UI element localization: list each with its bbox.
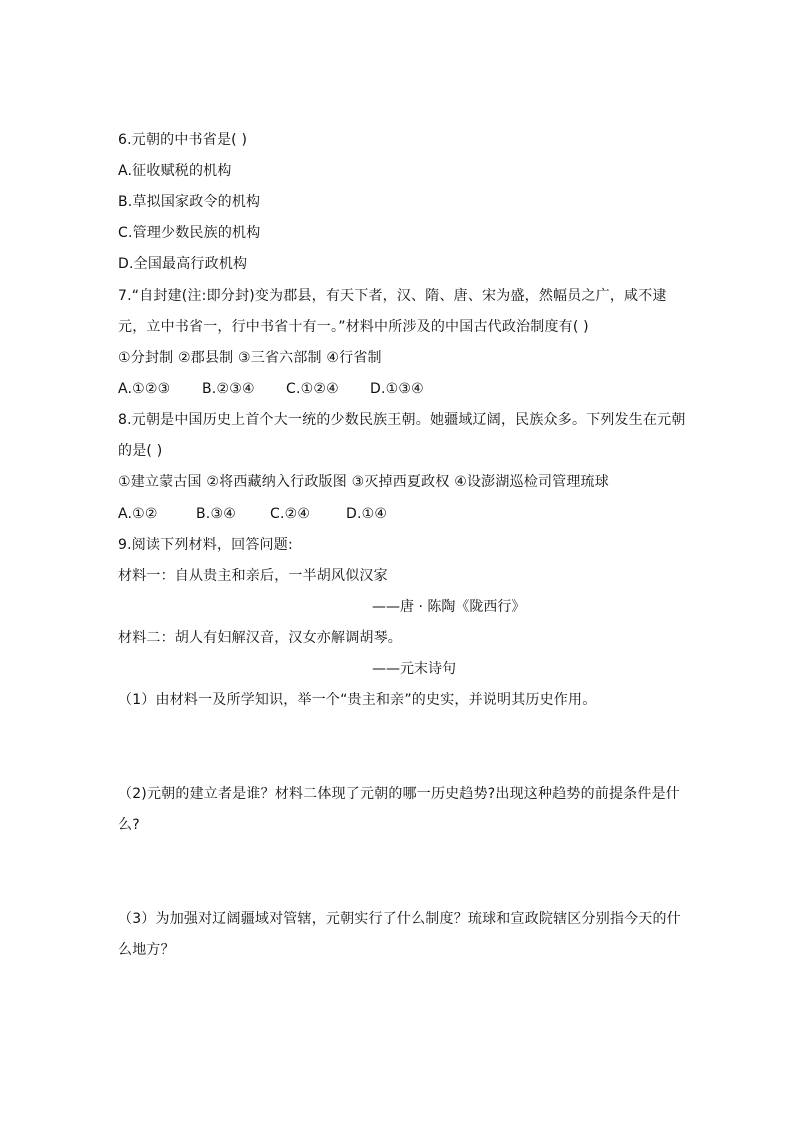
q9-source1: ——唐 · 陈陶《陇西行》 <box>372 599 526 615</box>
q9-sub3-line1: （3）为加强对辽阔疆域对管辖，元朝实行了什么制度？琉球和宣政院辖区分别指今天的什 <box>118 911 681 927</box>
q7-option-a: A.①②③ <box>118 381 171 397</box>
q6-option-d: D.全国最高行政机构 <box>118 256 248 272</box>
q8-stem-line1: 8.元朝是中国历史上首个大一统的少数民族王朝。她疆域辽阔，民族众多。下列发生在元朝 <box>118 412 686 428</box>
q8-stem-line2: 的是( ) <box>118 443 163 459</box>
q8-option-d: D.①④ <box>346 506 388 522</box>
q6-option-a: A.征收赋税的机构 <box>118 163 232 179</box>
q9-source2: ——元末诗句 <box>372 661 456 677</box>
q9-sub2-line1: （2)元朝的建立者是谁？材料二体现了元朝的哪一历史趋势?出现这种趋势的前提条件是什 <box>118 786 680 802</box>
q8-option-c: C.②④ <box>270 506 311 522</box>
q7-option-b: B.②③④ <box>202 381 255 397</box>
q6-stem: 6.元朝的中书省是( ) <box>118 132 248 148</box>
q9-material2: 材料二：胡人有妇解汉音，汉女亦解调胡琴。 <box>118 630 402 646</box>
q8-items: ①建立蒙古国 ②将西藏纳入行政版图 ③灭掉西夏政权 ④设澎湖巡检司管理琉球 <box>118 474 609 490</box>
q7-options <box>118 379 424 399</box>
q9-sub2-line2: 么? <box>118 817 140 833</box>
q8-option-a: A.①② <box>118 506 158 522</box>
q7-stem-line2: 元，立中书省一，行中书省十有一。”材料中所涉及的中国古代政治制度有( ) <box>118 319 589 335</box>
q9-sub3-line2: 么地方？ <box>118 942 175 958</box>
q7-option-c: C.①②④ <box>286 381 339 397</box>
q6-option-c: C.管理少数民族的机构 <box>118 225 261 241</box>
q7-items: ①分封制 ②郡县制 ③三省六部制 ④行省制 <box>118 350 382 366</box>
q9-stem: 9.阅读下列材料，回答问题: <box>118 537 293 553</box>
q9-material1: 材料一：自从贵主和亲后，一半胡风似汉家 <box>118 568 388 584</box>
q9-sub1: （1）由材料一及所学知识，举一个“贵主和亲”的史实，并说明其历史作用。 <box>118 692 597 708</box>
q7-option-d: D.①③④ <box>370 381 424 397</box>
q8-option-b: B.③④ <box>196 506 236 522</box>
q6-option-b: B.草拟国家政令的机构 <box>118 194 261 210</box>
q7-stem-line1: 7.“自封建(注:即分封)变为郡县，有天下者，汉、隋、唐、宋为盛，然幅员之广，咸不逮 <box>118 288 667 304</box>
q8-options <box>118 504 387 524</box>
